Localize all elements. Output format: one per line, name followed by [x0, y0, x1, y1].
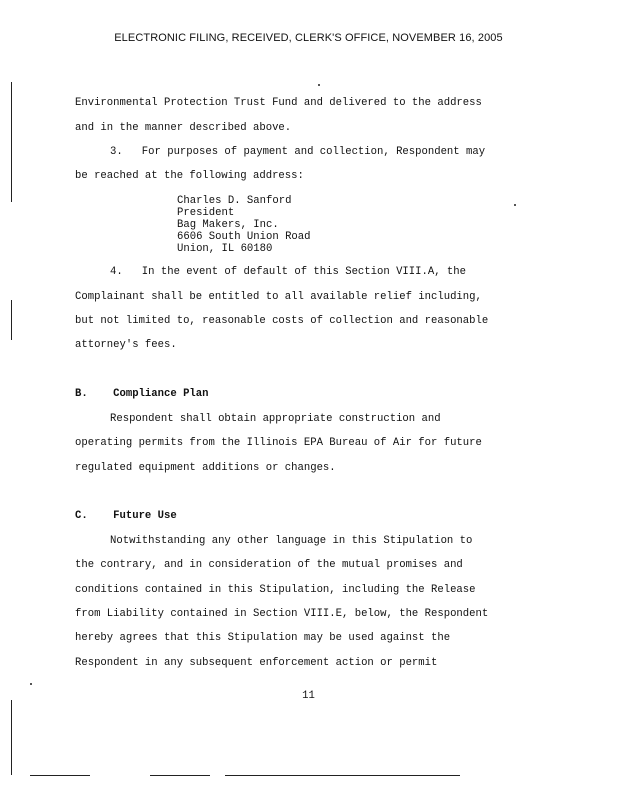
address-street: 6606 South Union Road — [177, 231, 311, 243]
address-name: Charles D. Sanford — [177, 195, 292, 207]
scan-rule — [30, 775, 90, 776]
scan-margin-mark — [11, 82, 12, 202]
scan-rule — [150, 775, 210, 776]
body-line: the contrary, and in consideration of the mutual promises and — [75, 559, 463, 571]
body-line: Complainant shall be entitled to all available relief including, — [75, 291, 482, 303]
numbered-item-4: 4. In the event of default of this Section VIII.A, the — [110, 266, 467, 278]
numbered-item-3: 3. For purposes of payment and collection, Respondent may — [110, 146, 486, 158]
body-line: and in the manner described above. — [75, 122, 292, 134]
scan-speck — [318, 84, 320, 86]
address-title: President — [177, 207, 235, 219]
body-line: operating permits from the Illinois EPA Bureau of Air for future — [75, 437, 482, 449]
body-line: Respondent shall obtain appropriate construction and — [110, 413, 441, 425]
body-line: Notwithstanding any other language in this Stipulation to — [110, 535, 473, 547]
scan-margin-mark — [11, 700, 12, 775]
address-company: Bag Makers, Inc. — [177, 219, 279, 231]
section-b-heading: B. Compliance Plan — [75, 388, 209, 400]
body-line: conditions contained in this Stipulation, including the Release — [75, 584, 476, 596]
page-number: 11 — [302, 690, 315, 702]
body-line: but not limited to, reasonable costs of collection and reasonable — [75, 315, 489, 327]
scan-speck — [514, 204, 516, 206]
filing-stamp-header: ELECTRONIC FILING, RECEIVED, CLERK'S OFFICE, NOVEMBER 16, 2005 — [114, 32, 503, 44]
body-line: hereby agrees that this Stipulation may be used against the — [75, 632, 451, 644]
body-line: from Liability contained in Section VIII.E, below, the Respondent — [75, 608, 489, 620]
body-line: Environmental Protection Trust Fund and delivered to the address — [75, 97, 482, 109]
scan-rule — [225, 775, 460, 776]
body-line: attorney's fees. — [75, 339, 177, 351]
address-city: Union, IL 60180 — [177, 243, 273, 255]
body-line: be reached at the following address: — [75, 170, 304, 182]
body-line: Respondent in any subsequent enforcement action or permit — [75, 657, 438, 669]
section-c-heading: C. Future Use — [75, 510, 177, 522]
scan-speck — [30, 683, 32, 685]
body-line: regulated equipment additions or changes. — [75, 462, 336, 474]
scan-margin-mark — [11, 300, 12, 340]
